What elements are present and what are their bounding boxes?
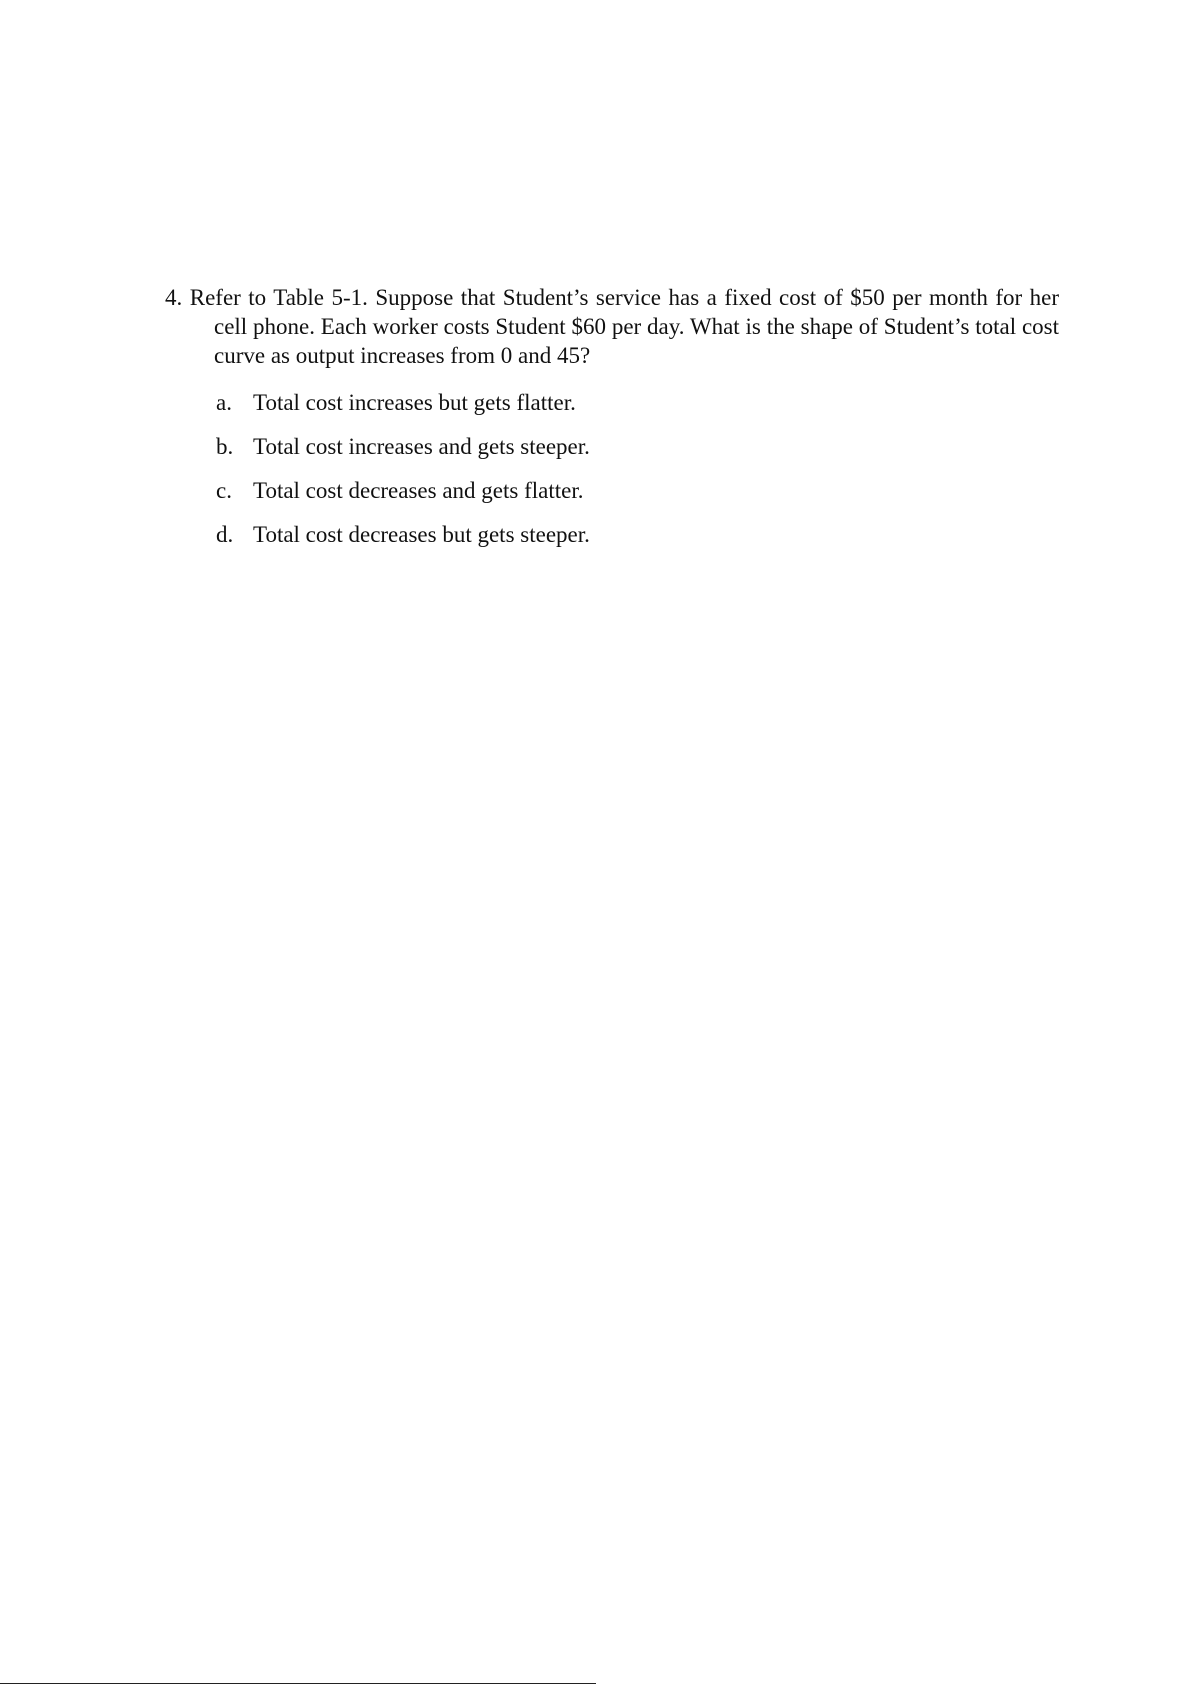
option-letter: c.: [216, 478, 232, 503]
option-text: Total cost increases but gets flatter.: [253, 390, 576, 415]
question-text: Refer to Table 5-1. Suppose that Student’s service has a fixed cost of $50 per month for her cell phone. Each worker costs Student $60 per day. What is the shape of Student’s total cost curve as output increases from 0 and 45?: [189, 285, 1059, 368]
option-text: Total cost decreases and gets flatter.: [253, 478, 584, 503]
option-c: [216, 477, 590, 521]
answer-options: [216, 389, 590, 565]
question-number: 4.: [165, 285, 183, 310]
option-d: [216, 521, 590, 565]
option-b: [216, 433, 590, 477]
footer-divider: [0, 1683, 596, 1684]
option-letter: d.: [216, 522, 234, 547]
option-a: [216, 389, 590, 433]
question-4: [165, 283, 1059, 370]
option-letter: a.: [216, 390, 232, 415]
option-text: Total cost decreases but gets steeper.: [253, 522, 590, 547]
option-letter: b.: [216, 434, 234, 459]
option-text: Total cost increases and gets steeper.: [253, 434, 590, 459]
